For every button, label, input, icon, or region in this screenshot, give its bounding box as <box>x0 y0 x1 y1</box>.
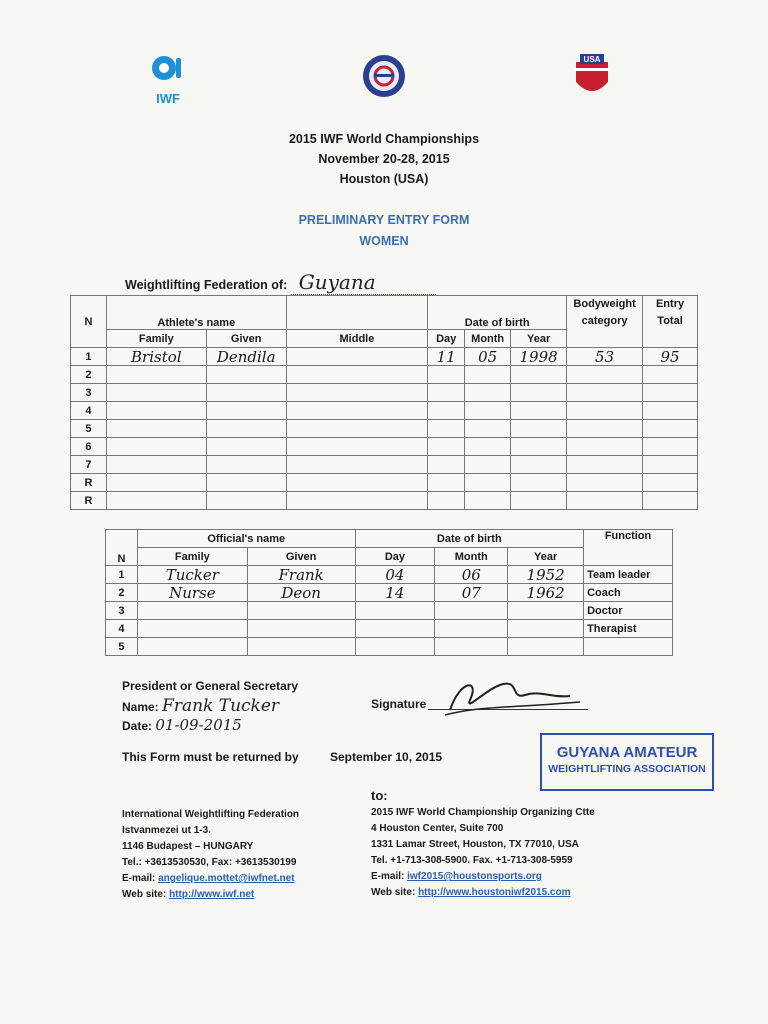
official-cell-family[interactable] <box>137 638 247 656</box>
athlete-cell-middle[interactable] <box>286 402 428 420</box>
iwf-address-line2: Istvanmezei ut 1-3. <box>122 825 211 836</box>
athlete-cell-entry[interactable] <box>643 438 698 456</box>
athlete-row <box>71 366 698 384</box>
official-cell-month[interactable]: 06 <box>435 566 508 584</box>
houston-email-label: E-mail: <box>371 871 405 882</box>
athlete-cell-given[interactable] <box>206 384 286 402</box>
official-row <box>106 584 673 602</box>
iwf-web-link[interactable]: http://www.iwf.net <box>169 889 255 900</box>
header-day: Day <box>428 330 465 348</box>
official-header-name: Official's name <box>137 530 355 548</box>
athlete-cell-family[interactable]: Bristol <box>106 348 206 366</box>
official-cell-month[interactable]: 07 <box>435 584 508 602</box>
athlete-cell-entry[interactable] <box>643 456 698 474</box>
houston-address-line4: Tel. +1-713-308-5900. Fax. +1-713-308-5959 <box>371 855 573 866</box>
athlete-cell-bodyweight[interactable] <box>567 456 643 474</box>
athlete-cell-given[interactable] <box>206 474 286 492</box>
header-month: Month <box>465 330 511 348</box>
address-iwf <box>122 807 357 903</box>
official-cell-function: Coach <box>584 584 673 602</box>
athlete-cell-day[interactable] <box>428 492 465 510</box>
official-cell-year[interactable]: 1962 <box>508 584 584 602</box>
header-n: N <box>71 296 107 348</box>
official-header-family: Family <box>137 548 247 566</box>
iwf-logo-text: IWF <box>156 91 180 106</box>
form-title: PRELIMINARY ENTRY FORM <box>298 213 470 227</box>
event-location: Houston (USA) <box>339 172 429 186</box>
signature-label: Signature <box>371 697 427 711</box>
athlete-cell-given[interactable] <box>206 366 286 384</box>
to-label: to: <box>371 788 388 803</box>
athlete-cell-day[interactable] <box>428 438 465 456</box>
official-cell-given[interactable]: Frank <box>247 566 355 584</box>
athlete-cell-family[interactable] <box>106 402 206 420</box>
official-header-year: Year <box>508 548 584 566</box>
iwf-address-line3: 1146 Budapest – HUNGARY <box>122 841 254 852</box>
official-cell-function: Team leader <box>584 566 673 584</box>
official-header-given: Given <box>247 548 355 566</box>
athlete-cell-bodyweight[interactable]: 53 <box>567 348 643 366</box>
athlete-cell-n: 1 <box>71 348 107 366</box>
official-cell-month[interactable] <box>435 638 508 656</box>
header-athlete-name: Athlete's name <box>106 296 286 330</box>
athlete-cell-year[interactable] <box>511 474 567 492</box>
athlete-cell-family[interactable] <box>106 456 206 474</box>
official-row <box>106 638 673 656</box>
official-row <box>106 620 673 638</box>
stamp-line1: GUYANA AMATEUR <box>556 744 698 761</box>
name-row <box>122 696 279 716</box>
official-cell-given[interactable]: Deon <box>247 584 355 602</box>
athlete-cell-year[interactable] <box>511 420 567 438</box>
iwf-web-label: Web site: <box>122 889 167 900</box>
athlete-cell-n: 7 <box>71 456 107 474</box>
return-date: September 10, 2015 <box>330 750 443 764</box>
header-given: Given <box>206 330 286 348</box>
athlete-cell-year[interactable]: 1998 <box>511 348 567 366</box>
houston-email-link[interactable]: iwf2015@houstonsports.org <box>407 871 542 882</box>
official-cell-day[interactable]: 14 <box>355 584 435 602</box>
date-value[interactable]: 01-09-2015 <box>155 716 242 734</box>
official-cell-n: 5 <box>106 638 138 656</box>
header-bodyweight: Bodyweight category <box>567 296 643 348</box>
usa-weightlifting-logo <box>570 52 614 102</box>
iwf-address-line1: International Weightlifting Federation <box>122 809 300 820</box>
athlete-cell-bodyweight[interactable] <box>567 438 643 456</box>
athlete-cell-month[interactable] <box>465 420 511 438</box>
athlete-cell-middle[interactable] <box>286 456 428 474</box>
date-label: Date: <box>122 719 153 733</box>
athlete-cell-given[interactable] <box>206 402 286 420</box>
athlete-cell-day[interactable] <box>428 456 465 474</box>
athlete-cell-entry[interactable]: 95 <box>643 348 698 366</box>
athlete-cell-family[interactable] <box>106 492 206 510</box>
athlete-cell-entry[interactable] <box>643 366 698 384</box>
athlete-cell-entry[interactable] <box>643 384 698 402</box>
athlete-cell-month[interactable] <box>465 456 511 474</box>
official-cell-year[interactable]: 1952 <box>508 566 584 584</box>
federation-line <box>125 270 655 294</box>
athlete-cell-day[interactable] <box>428 420 465 438</box>
athlete-cell-bodyweight[interactable] <box>567 420 643 438</box>
athlete-cell-middle[interactable] <box>286 384 428 402</box>
athlete-cell-given[interactable] <box>206 492 286 510</box>
header-dob: Date of birth <box>428 296 567 330</box>
stamp-line2: WEIGHTLIFTING ASSOCIATION <box>548 763 706 775</box>
athlete-cell-bodyweight[interactable] <box>567 366 643 384</box>
athlete-cell-given[interactable]: Dendila <box>206 348 286 366</box>
official-cell-function: Doctor <box>584 602 673 620</box>
event-dates: November 20-28, 2015 <box>318 152 450 166</box>
athlete-cell-n: 6 <box>71 438 107 456</box>
official-cell-family[interactable]: Nurse <box>137 584 247 602</box>
athlete-row <box>71 384 698 402</box>
athlete-cell-day[interactable] <box>428 474 465 492</box>
athlete-cell-year[interactable] <box>511 384 567 402</box>
athlete-cell-bodyweight[interactable] <box>567 492 643 510</box>
houston-address-line3: 1331 Lamar Street, Houston, TX 77010, USA <box>371 839 579 850</box>
athlete-cell-bodyweight[interactable] <box>567 474 643 492</box>
official-cell-given[interactable] <box>247 638 355 656</box>
athlete-cell-month[interactable] <box>465 492 511 510</box>
official-cell-family[interactable] <box>137 620 247 638</box>
header-entry-total: Entry Total <box>643 296 698 348</box>
athlete-cell-entry[interactable] <box>643 402 698 420</box>
houston-address-line1: 2015 IWF World Championship Organizing Ctte <box>371 807 595 818</box>
athlete-cell-month[interactable] <box>465 366 511 384</box>
officials-table <box>105 529 673 656</box>
official-cell-n: 3 <box>106 602 138 620</box>
official-cell-family[interactable] <box>137 602 247 620</box>
event-title: 2015 IWF World Championships <box>288 132 480 146</box>
official-cell-month[interactable] <box>435 620 508 638</box>
iwf-address-line4: Tel.: +3613530530, Fax: +3613530199 <box>122 857 297 868</box>
iwf-email-label: E-mail: <box>122 873 156 884</box>
athlete-row <box>71 474 698 492</box>
iwf-email-link[interactable]: angelique.mottet@iwfnet.net <box>158 873 295 884</box>
official-header-day: Day <box>355 548 435 566</box>
official-header-function: Function <box>584 530 673 566</box>
athlete-row <box>71 438 698 456</box>
athlete-row <box>71 420 698 438</box>
athlete-cell-n: R <box>71 474 107 492</box>
athlete-cell-year[interactable] <box>511 402 567 420</box>
athlete-cell-middle[interactable] <box>286 348 428 366</box>
association-stamp <box>540 733 714 791</box>
date-row <box>122 716 242 734</box>
official-cell-given[interactable] <box>247 620 355 638</box>
athlete-cell-month[interactable] <box>465 384 511 402</box>
official-row <box>106 602 673 620</box>
official-header-dob: Date of birth <box>355 530 584 548</box>
championship-seal-logo <box>362 54 406 98</box>
athlete-cell-family[interactable] <box>106 384 206 402</box>
athlete-cell-n: 5 <box>71 420 107 438</box>
athlete-cell-day[interactable] <box>428 384 465 402</box>
athlete-cell-middle[interactable] <box>286 366 428 384</box>
form-subtitle: WOMEN <box>359 234 409 248</box>
athlete-cell-bodyweight[interactable] <box>567 384 643 402</box>
athlete-cell-middle[interactable] <box>286 474 428 492</box>
athlete-cell-middle[interactable] <box>286 492 428 510</box>
federation-value[interactable]: Guyana <box>291 270 436 295</box>
official-cell-day[interactable] <box>355 602 435 620</box>
athlete-cell-n: 4 <box>71 402 107 420</box>
return-label: This Form must be returned by <box>122 750 299 764</box>
official-cell-function: Therapist <box>584 620 673 638</box>
official-cell-year[interactable] <box>508 602 584 620</box>
athlete-cell-middle[interactable] <box>286 438 428 456</box>
houston-web-label: Web site: <box>371 887 416 898</box>
athlete-cell-given[interactable] <box>206 420 286 438</box>
athlete-row <box>71 348 698 366</box>
athlete-cell-day[interactable] <box>428 366 465 384</box>
svg-text:USA: USA <box>583 55 601 64</box>
houston-address-line2: 4 Houston Center, Suite 700 <box>371 823 504 834</box>
athlete-cell-day[interactable] <box>428 402 465 420</box>
athlete-cell-middle[interactable] <box>286 420 428 438</box>
athlete-cell-family[interactable] <box>106 366 206 384</box>
president-label: President or General Secretary <box>122 679 299 693</box>
athlete-row <box>71 492 698 510</box>
athlete-cell-n: R <box>71 492 107 510</box>
athlete-cell-n: 2 <box>71 366 107 384</box>
official-header-month: Month <box>435 548 508 566</box>
handwritten-signature <box>440 670 590 720</box>
athlete-cell-n: 3 <box>71 384 107 402</box>
athlete-cell-entry[interactable] <box>643 420 698 438</box>
athlete-cell-year[interactable] <box>511 456 567 474</box>
iwf-logo <box>150 52 186 106</box>
header-year: Year <box>511 330 567 348</box>
address-houston <box>371 805 631 901</box>
official-row <box>106 566 673 584</box>
official-cell-function <box>584 638 673 656</box>
athlete-cell-year[interactable] <box>511 492 567 510</box>
athlete-cell-entry[interactable] <box>643 492 698 510</box>
athlete-cell-day[interactable]: 11 <box>428 348 465 366</box>
official-cell-year[interactable] <box>508 638 584 656</box>
athlete-cell-given[interactable] <box>206 438 286 456</box>
athlete-cell-family[interactable] <box>106 474 206 492</box>
official-cell-given[interactable] <box>247 602 355 620</box>
federation-label: Weightlifting Federation of: <box>125 278 288 292</box>
athlete-cell-family[interactable] <box>106 438 206 456</box>
header-middle-spacer <box>286 296 428 330</box>
houston-web-link[interactable]: http://www.houstoniwf2015.com <box>418 887 571 898</box>
athlete-cell-month[interactable] <box>465 474 511 492</box>
official-cell-month[interactable] <box>435 602 508 620</box>
athlete-cell-year[interactable] <box>511 438 567 456</box>
athlete-cell-year[interactable] <box>511 366 567 384</box>
athlete-cell-bodyweight[interactable] <box>567 402 643 420</box>
official-cell-year[interactable] <box>508 620 584 638</box>
athlete-cell-month[interactable] <box>465 402 511 420</box>
athlete-row <box>71 456 698 474</box>
official-cell-day[interactable] <box>355 638 435 656</box>
official-cell-day[interactable]: 04 <box>355 566 435 584</box>
athlete-row <box>71 402 698 420</box>
athlete-cell-family[interactable] <box>106 420 206 438</box>
official-cell-family[interactable]: Tucker <box>137 566 247 584</box>
athletes-table <box>70 295 698 510</box>
official-cell-n: 1 <box>106 566 138 584</box>
athlete-cell-month[interactable]: 05 <box>465 348 511 366</box>
name-label: Name: <box>122 700 159 714</box>
header-middle: Middle <box>286 330 428 348</box>
header-family: Family <box>106 330 206 348</box>
official-cell-day[interactable] <box>355 620 435 638</box>
official-cell-n: 2 <box>106 584 138 602</box>
athlete-cell-month[interactable] <box>465 438 511 456</box>
name-value[interactable]: Frank Tucker <box>162 696 280 716</box>
athlete-cell-given[interactable] <box>206 456 286 474</box>
official-cell-n: 4 <box>106 620 138 638</box>
official-header-n: N <box>106 530 138 566</box>
athlete-cell-entry[interactable] <box>643 474 698 492</box>
